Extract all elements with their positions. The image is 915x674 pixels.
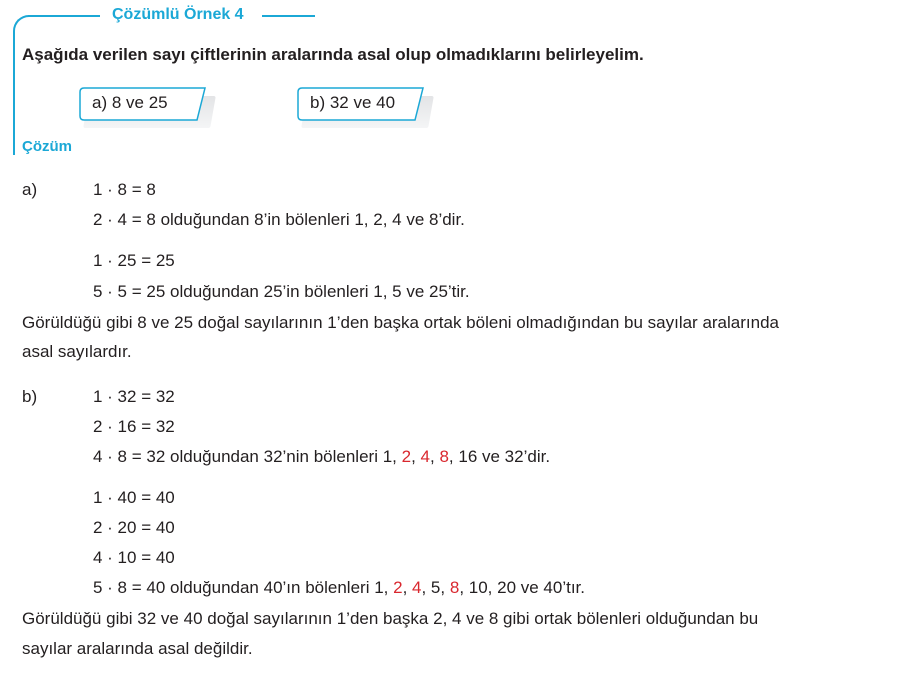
separator: , [402,578,413,597]
example-title: Çözümlü Örnek 4 [112,6,244,23]
part-b-line-4: 1 · 40 = 40 [93,488,175,507]
part-b-line-5: 2 · 20 = 40 [93,518,175,537]
option-a-label: a) 8 ve 25 [92,93,168,112]
option-b-label: b) 32 ve 40 [310,93,396,112]
divisor-highlight-2: 2 [401,447,412,466]
part-a-line-1: 1 · 8 = 8 [93,180,156,199]
separator: , [430,447,440,466]
question-text: Aşağıda verilen sayı çiftlerinin aralarında asal olup olmadıklarını belirleyelim. [22,45,644,64]
option-b-box [298,88,423,120]
part-a-line-3: 1 · 25 = 25 [93,251,175,270]
part-b-line-7-suffix: , 10, 20 ve 40’tır. [459,578,586,597]
part-b-line-3-prefix: 4 · 8 = 32 olduğundan 32’nin bölenleri 1, [93,447,402,466]
part-b-line-1: 1 · 32 = 32 [93,387,175,406]
option-a-box [80,88,205,120]
frame-corner [13,15,31,33]
separator: , [411,447,421,466]
part-b-line-7-prefix: 5 · 8 = 40 olduğundan 40’ın bölenleri 1, [93,578,394,597]
divisor-highlight-4: 4 [420,447,430,466]
frame-top-line-right [262,15,315,17]
divisor-highlight-8: 8 [449,578,460,597]
divisor-highlight-8: 8 [439,447,449,466]
part-b-line-3 [93,447,550,467]
divisor-highlight-2: 2 [393,578,403,597]
frame-top-line-left [28,15,100,17]
part-b-line-7 [93,578,585,598]
part-a-line-2: 2 · 4 = 8 olduğundan 8’in bölenleri 1, 2, 4 ve 8’dir. [93,210,465,229]
frame-left-line [13,32,15,155]
separator: , 5, [421,578,450,597]
part-b-line-6: 4 · 10 = 40 [93,548,175,567]
part-b-marker: b) [22,387,38,406]
part-b-line-3-suffix: , 16 ve 32’dir. [448,447,551,466]
divisor-highlight-4: 4 [412,578,422,597]
solution-label: Çözüm [22,138,72,155]
part-b-conclusion-1: Görüldüğü gibi 32 ve 40 doğal sayılarının 1’den başka 2, 4 ve 8 gibi ortak bölenleri olduğundan bu [22,609,759,628]
part-a-marker: a) [22,180,38,199]
part-a-line-4: 5 · 5 = 25 olduğundan 25’in bölenleri 1, 5 ve 25’tir. [93,282,470,301]
part-b-line-2: 2 · 16 = 32 [93,417,175,436]
part-b-conclusion-2: sayılar aralarında asal değildir. [22,639,253,658]
part-a-conclusion-2: asal sayılardır. [22,342,132,361]
part-a-conclusion-1: Görüldüğü gibi 8 ve 25 doğal sayılarının 1’den başka ortak böleni olmadığından bu sayılar aralarında [22,313,779,332]
